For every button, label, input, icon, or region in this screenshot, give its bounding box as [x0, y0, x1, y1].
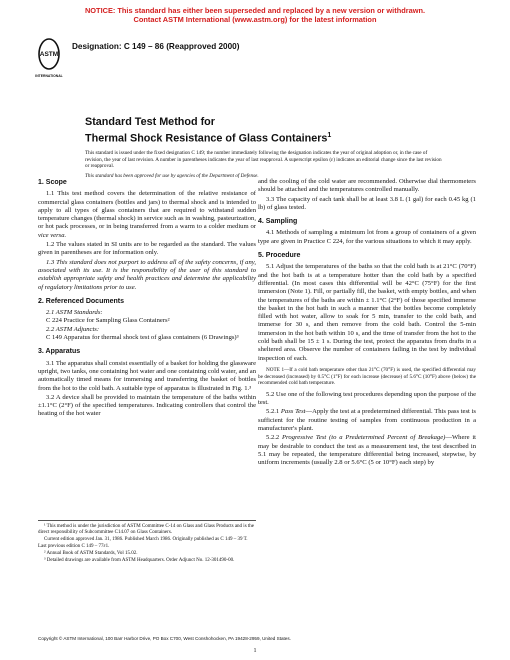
designation: Designation: C 149 – 86 (Reapproved 2000): [72, 42, 240, 51]
para-1-1-italic: vice versa.: [38, 231, 67, 239]
footnote-2: ² Annual Book of ASTM Standards, Vol 15.02.: [44, 550, 138, 556]
notice-line-1: NOTICE: This standard has either been superseded and replaced by a new version or withdrawn.: [84, 6, 426, 15]
left-column: [38, 173, 256, 420]
title-line-1: Standard Test Method for: [85, 116, 215, 128]
para-5-2-1-num: 5.2.1: [266, 408, 281, 416]
ref-c224: C 224 Practice for Sampling Glass Containers²: [46, 317, 170, 325]
para-3-3: 3.3 The capacity of each tank shall be at least 3.8 L (1 gal) for each 0.45 kg (1 lb) of glass tested.: [258, 195, 476, 211]
logo-caption: INTERNATIONAL: [35, 74, 63, 78]
document-title: [85, 116, 331, 146]
issuance-text: This standard is issued under the fixed designation C 149; the number immediately following the designation indicates the year of original adoption or, in the case of revision, the year of last revision. A number in parentheses indicates the year of last reapproval. A superscript epsilon (ε) indicates an editorial change since the last revision or reapproval.: [85, 150, 442, 170]
copyright-line: Copyright © ASTM International, 100 Barr Harbor Drive, PO Box C700, West Conshohocken, PA 19428-2959, United States.: [38, 636, 291, 641]
para-5-2: 5.2 Use one of the following test procedures depending upon the purpose of the test.: [258, 390, 476, 407]
para-5-2-1: [258, 408, 476, 433]
notice-line-2: Contact ASTM International (www.astm.org) for the latest information: [133, 15, 377, 24]
withdrawal-notice: [0, 6, 510, 24]
para-1-1: [38, 190, 256, 240]
para-5-2-1-text: —Apply the test at a predetermined differential. This pass test is sufficient for the routine testing of samples from continuous production in a manufacturer's plant.: [258, 408, 476, 432]
logo-letters: ASTM: [39, 51, 59, 58]
para-5-2-2-italic: Progressive Test (to a Predetermined Percent of Breakage): [282, 434, 446, 442]
para-3-2: 3.2 A device shall be provided to maintain the temperature of the baths within ±1.1°C (2°F) of the specified temperatures. Indicating controllers that control the heating of the hot water: [38, 393, 256, 418]
references-heading: 2. Referenced Documents: [38, 297, 124, 305]
footnote-1: ¹ This method is under the jurisdiction of ASTM Committee C-14 on Glass and Glass Products and is the direct responsibility of Subcommittee C14.07 on Glass Containers.: [38, 524, 255, 536]
title-line-2: [85, 129, 331, 146]
title-main: Thermal Shock Resistance of Glass Containers: [85, 132, 328, 145]
sampling-heading: 4. Sampling: [258, 218, 298, 226]
para-5-2-2-text: —Where it may be desirable to conduct the test as a measurement test, the test described in 5.1 may be repeated, the temperature differential being increased, stepwise, by uniform increments (usually 2.8 or 5.6°C (5 or 10°F) each step) by: [258, 434, 476, 467]
para-5-1: 5.1 Adjust the temperatures of the baths so that the cold bath is at 21°C (70°F) and the hot bath is at a temperature hotter than the cold bath by a specified differential. (In most cases this differential will be 42°C (75°F) for the first immersion (Note 1). Fill, or partially fill, the basket, with empty bottles, and when the temperatures of the baths are within ± 1.1°C (2°F) of those specified immerse the basket in the hot bath in such a manner that the bottles become completely filled with hot water, allow to soak for 5 min, transfer to the cold bath, and immerse for 30 s, and then remove from the cold bath. Control the 5-min immersion in the hot bath within 10 s, and the time of transfer from the hot to the cold bath shall be 15 ± 1 s. During the test, protect the apparatus from drafts in a sheltered area. Observe the number of containers failing in the test by individual inspection of each.: [258, 263, 476, 362]
note-1: NOTE 1—If a cold bath temperature other than 21°C (70°F) is used, the specified differential may be decreased (increased) by 0.5°C (1°F) for each increase (decrease) of 5.6°C (10°F) above (below) the recommended cold bath temperature.: [258, 366, 476, 387]
para-4-1: 4.1 Methods of sampling a minimum lot from a group of containers of a given type are given in Practice C 224, for the various situations to which it may apply.: [258, 229, 476, 245]
para-3-2-cont: and the cooling of the cold water are recommended. Otherwise dial thermometers should be attached and the temperatures controlled manually.: [258, 178, 476, 194]
ref-2-1: 2.1 ASTM Standards:: [46, 309, 103, 317]
para-3-1: 3.1 The apparatus shall consist essentially of a basket for holding the glassware upright, two tanks, one containing hot water and one containing cold water, and an automatically timed means for immersing and transferring the basket of bottles from the hot to the cold bath. A suitable type of apparatus is illustrated in Fig. 1.³: [38, 359, 257, 392]
page-number: 1: [253, 648, 257, 654]
ref-2-2: 2.2 ASTM Adjuncts:: [46, 325, 100, 333]
para-1-3: 1.3 This standard does not purport to address all of the safety concerns, if any, associated with its use. It is the responsibility of the user of this standard to establish appropriate safety and health practices and determine the applicability of regulatory limitations prior to use.: [38, 258, 256, 291]
scope-heading: 1. Scope: [38, 179, 67, 186]
title-footnote-ref: 1: [327, 132, 332, 139]
footnotes: [38, 520, 256, 565]
dod-approval: This standard has been approved for use by agencies of the Department of Defense.: [85, 172, 259, 179]
para-5-2-1-italic: Pass Test: [280, 408, 306, 416]
apparatus-heading: 3. Apparatus: [38, 348, 81, 356]
footnote-3: ³ Detailed drawings are available from ASTM Headquarters. Order Adjunct No. 12-301490-00.: [44, 558, 235, 564]
footnote-1-edition: Current edition approved Jan. 31, 1986. Published March 1986. Originally published as C 149 – 39 T. Last previous edition C 149 – 77ε1.: [38, 537, 248, 549]
procedure-heading: 5. Procedure: [258, 252, 301, 260]
para-5-2-2-num: 5.2.2: [266, 434, 283, 442]
para-1-1-text: 1.1 This test method covers the determination of the relative resistance of commercial glass containers (bottles and jars) to thermal shock and is intended to apply to all types of glass containers that are required to withstand sudden temperature changes (thermal shock) in service such as in washing, pasteurization, or hot pack processes, or in being transferred from a warm to a colder medium or: [38, 190, 256, 231]
right-column: [258, 178, 476, 468]
para-5-2-2: [258, 434, 476, 467]
para-1-2: 1.2 The values stated in SI units are to be regarded as the standard. The values given in parentheses are for information only.: [38, 241, 256, 257]
astm-logo: [37, 37, 61, 79]
ref-c149: C 149 Apparatus for thermal shock test of glass containers (6 Drawings)³: [46, 334, 239, 342]
